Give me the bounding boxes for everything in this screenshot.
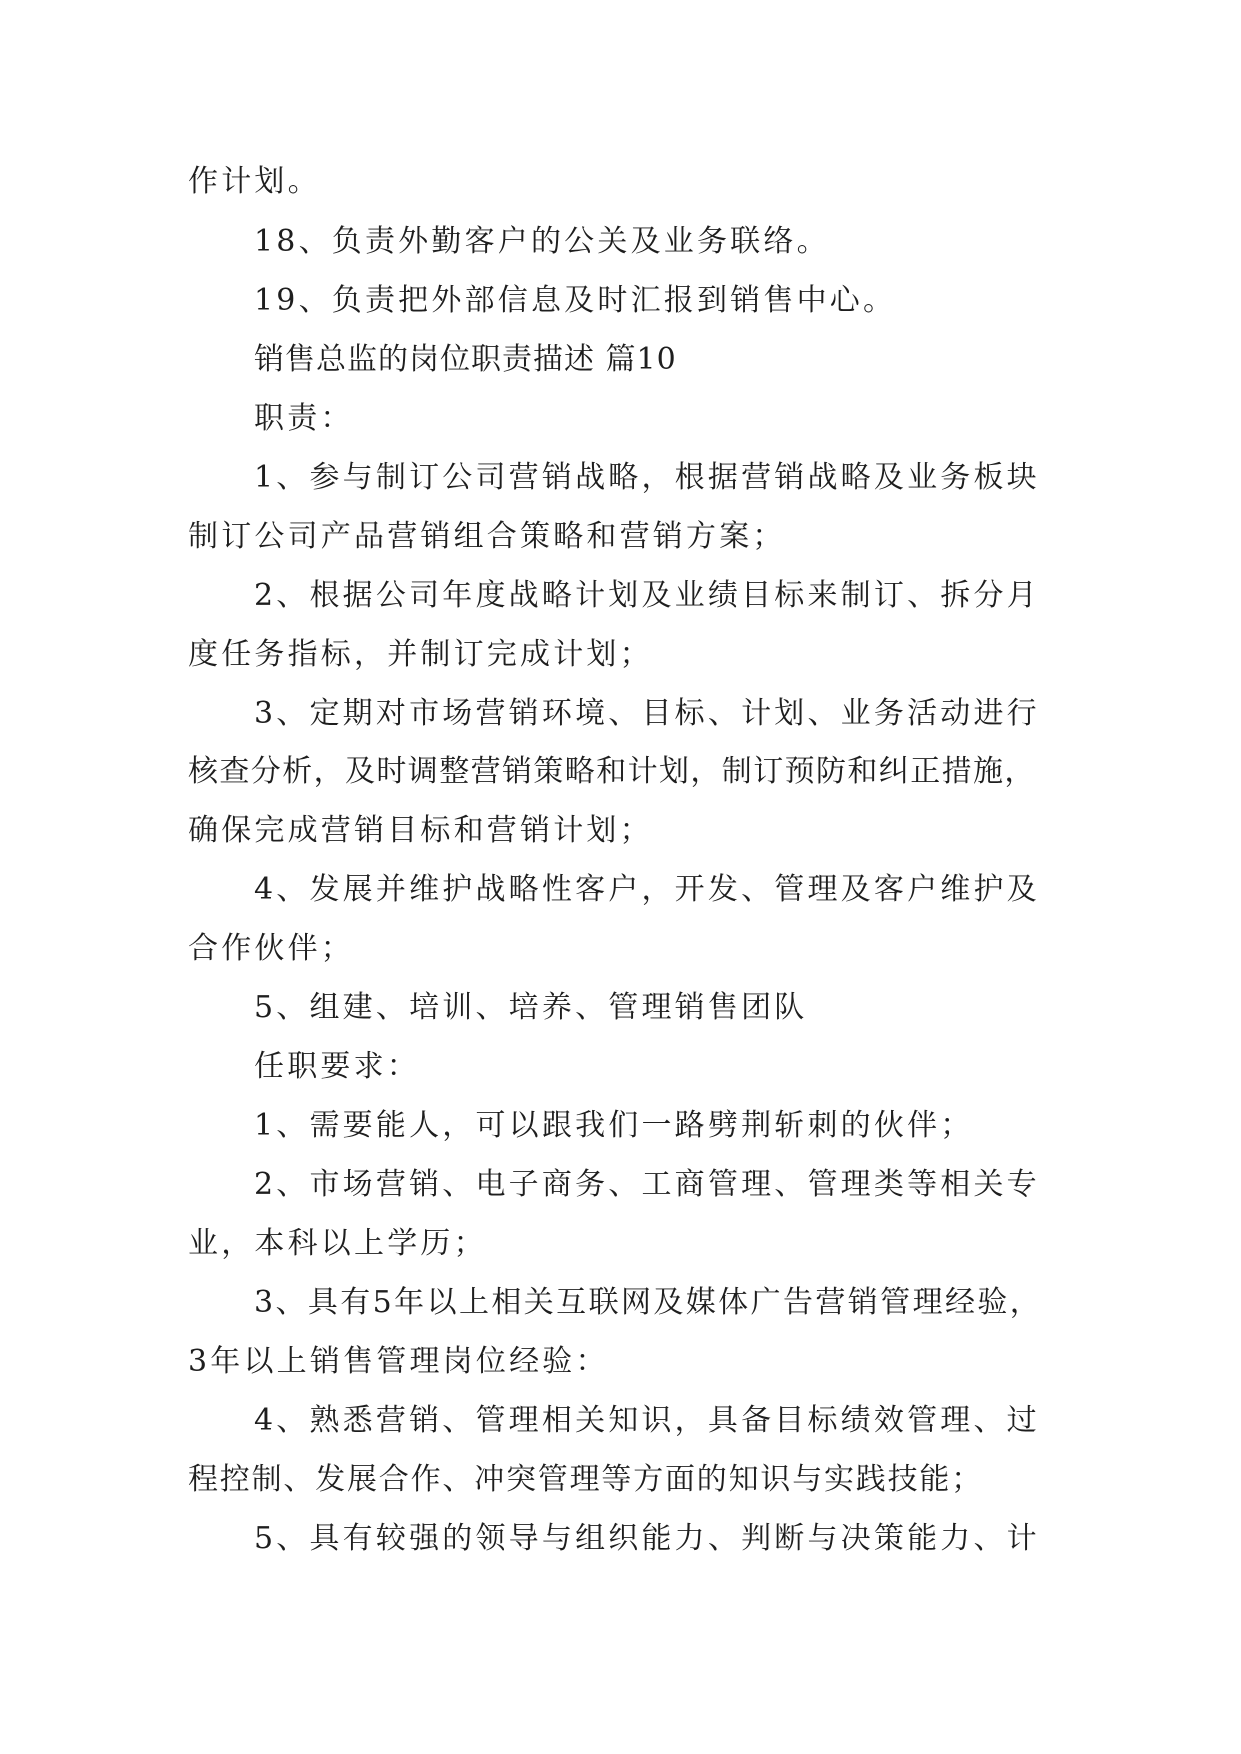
paragraph-line: 5、具有较强的领导与组织能力、判断与决策能力、计 xyxy=(254,1521,1040,1556)
paragraph-line: 2、根据公司年度战略计划及业绩目标来制订、拆分月 xyxy=(254,578,1040,613)
paragraph-line: 18、负责外勤客户的公关及业务联络。 xyxy=(254,224,830,259)
paragraph-line: 确保完成营销目标和营销计划； xyxy=(188,813,653,848)
paragraph-line: 4、发展并维护战略性客户，开发、管理及客户维护及 xyxy=(254,872,1040,907)
paragraph-line: 程控制、发展合作、冲突管理等方面的知识与实践技能； xyxy=(188,1462,983,1497)
paragraph-line: 4、熟悉营销、管理相关知识，具备目标绩效管理、过 xyxy=(254,1403,1040,1438)
paragraph-line: 19、负责把外部信息及时汇报到销售中心。 xyxy=(254,283,897,318)
section-heading: 销售总监的岗位职责描述 篇10 xyxy=(254,342,677,377)
subheading-duties: 职责： xyxy=(254,401,354,436)
paragraph-line: 1、参与制订公司营销战略，根据营销战略及业务板块 xyxy=(254,460,1040,495)
paragraph-line: 3年以上销售管理岗位经验： xyxy=(188,1344,609,1379)
paragraph-line: 业，本科以上学历； xyxy=(188,1226,487,1261)
paragraph-line: 5、组建、培训、培养、管理销售团队 xyxy=(254,990,808,1025)
paragraph-line: 2、市场营销、电子商务、工商管理、管理类等相关专 xyxy=(254,1167,1040,1202)
paragraph-line: 合作伙伴； xyxy=(188,931,354,966)
paragraph-line: 核查分析，及时调整营销策略和计划，制订预防和纠正措施， xyxy=(188,754,1036,789)
paragraph-line: 3、定期对市场营销环境、目标、计划、业务活动进行 xyxy=(254,696,1040,731)
subheading-requirements: 任职要求： xyxy=(254,1049,420,1084)
paragraph-line: 作计划。 xyxy=(188,164,321,199)
paragraph-line: 度任务指标，并制订完成计划； xyxy=(188,637,653,672)
paragraph-line: 3、具有5年以上相关互联网及媒体广告营销管理经验， xyxy=(254,1285,1043,1320)
paragraph-line: 制订公司产品营销组合策略和营销方案； xyxy=(188,519,786,554)
paragraph-line: 1、需要能人，可以跟我们一路劈荆斩刺的伙伴； xyxy=(254,1108,974,1143)
